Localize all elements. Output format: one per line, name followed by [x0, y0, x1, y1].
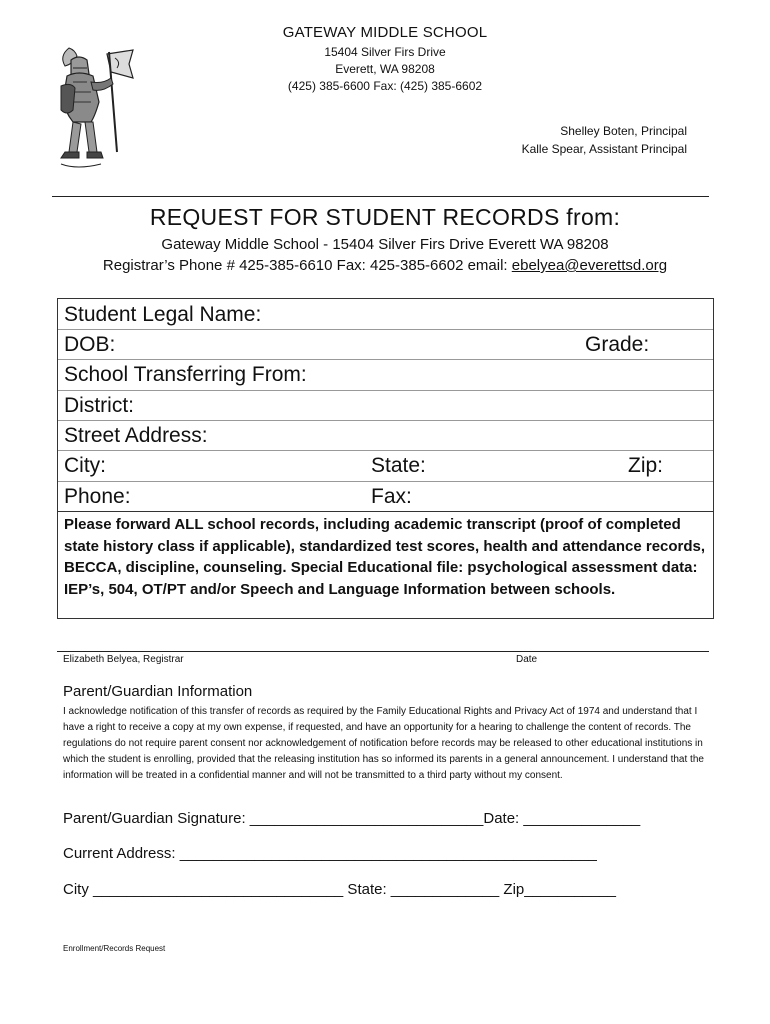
state-label: State:	[371, 454, 426, 477]
header-divider	[52, 196, 709, 197]
registrar-signature-label: Elizabeth Belyea, Registrar	[63, 654, 184, 665]
parent-signature-date-line[interactable]: Parent/Guardian Signature: ____________________________Date: ______________	[63, 810, 641, 827]
row-phone-fax[interactable]	[58, 482, 713, 512]
registrar-email-link[interactable]: ebelyea@everettsd.org	[511, 257, 668, 274]
city-state-zip-line[interactable]: City ______________________________ State: _____________ Zip___________	[63, 881, 617, 898]
school-name: GATEWAY MIDDLE SCHOOL	[282, 24, 488, 41]
current-address-line[interactable]: Current Address: __________________________________________________	[63, 845, 597, 862]
row-school-from[interactable]	[58, 360, 713, 391]
row-student-name[interactable]	[58, 299, 713, 330]
request-title: REQUEST FOR STUDENT RECORDS from:	[149, 204, 621, 230]
knight-mascot-logo	[55, 42, 135, 172]
school-transferring-from-label: School Transferring From:	[64, 363, 307, 386]
registrar-date-label: Date	[516, 654, 538, 665]
request-school-line: Gateway Middle School - 15404 Silver Firs Drive Everett WA 98208	[161, 236, 609, 253]
grade-label: Grade:	[585, 333, 650, 356]
district-label: District:	[64, 394, 134, 417]
principal-name: Shelley Boten, Principal	[560, 124, 687, 138]
zip-label: Zip:	[628, 454, 664, 477]
row-street-address[interactable]	[58, 421, 713, 451]
ferpa-acknowledgement-text: I acknowledge notification of this transfer of records as required by the Family Educational Rights and Privacy Act of 1974 and understand that I have a right to receive a copy at my own expense, if requested, and have an opportunity for a hearing to challenge the content of records. The regulations do not require parent consent nor acknowledgement of notification before records may be released to other educational institutions in which the student is enrolling, provided that the releasing institution has so informed its parents in a general announcement. I understand that the information will be treated in a confidential manner and will not be transmitted to a third party without my consent.	[63, 706, 704, 781]
registrar-phone-fax: Registrar’s Phone # 425-385-6610 Fax: 425-385-6602 email:	[102, 257, 512, 274]
phone-label: Phone:	[64, 485, 131, 508]
school-city-state: Everett, WA 98208	[335, 62, 435, 76]
records-notice: Please forward ALL school records, including academic transcript (proof of completed state history class if applicable), standardized test scores, health and attendance records, BECCA, discipline, counseling. Special Educational file: psychological assessment data: IEP’s, 504, OT/PT and/or Speech and Language Information between schools.	[64, 516, 706, 598]
dob-label: DOB:	[64, 333, 116, 356]
form-footer-label: Enrollment/Records Request	[63, 944, 166, 953]
row-district[interactable]	[58, 391, 713, 421]
registrar-contact-line	[0, 257, 770, 274]
student-name-label: Student Legal Name:	[64, 303, 262, 326]
city-label: City:	[64, 454, 106, 477]
student-info-form	[57, 298, 714, 619]
registrar-signature-line[interactable]	[57, 651, 709, 652]
school-phone-fax: (425) 385-6600 Fax: (425) 385-6602	[287, 79, 483, 93]
school-street-address: 15404 Silver Firs Drive	[324, 45, 446, 59]
fax-label: Fax:	[371, 485, 412, 508]
assistant-principal-name: Kalle Spear, Assistant Principal	[521, 142, 687, 156]
parent-guardian-title: Parent/Guardian Information	[63, 683, 253, 700]
row-city-state-zip[interactable]	[58, 451, 713, 482]
street-address-label: Street Address:	[64, 424, 208, 447]
row-dob-grade[interactable]	[58, 330, 713, 360]
